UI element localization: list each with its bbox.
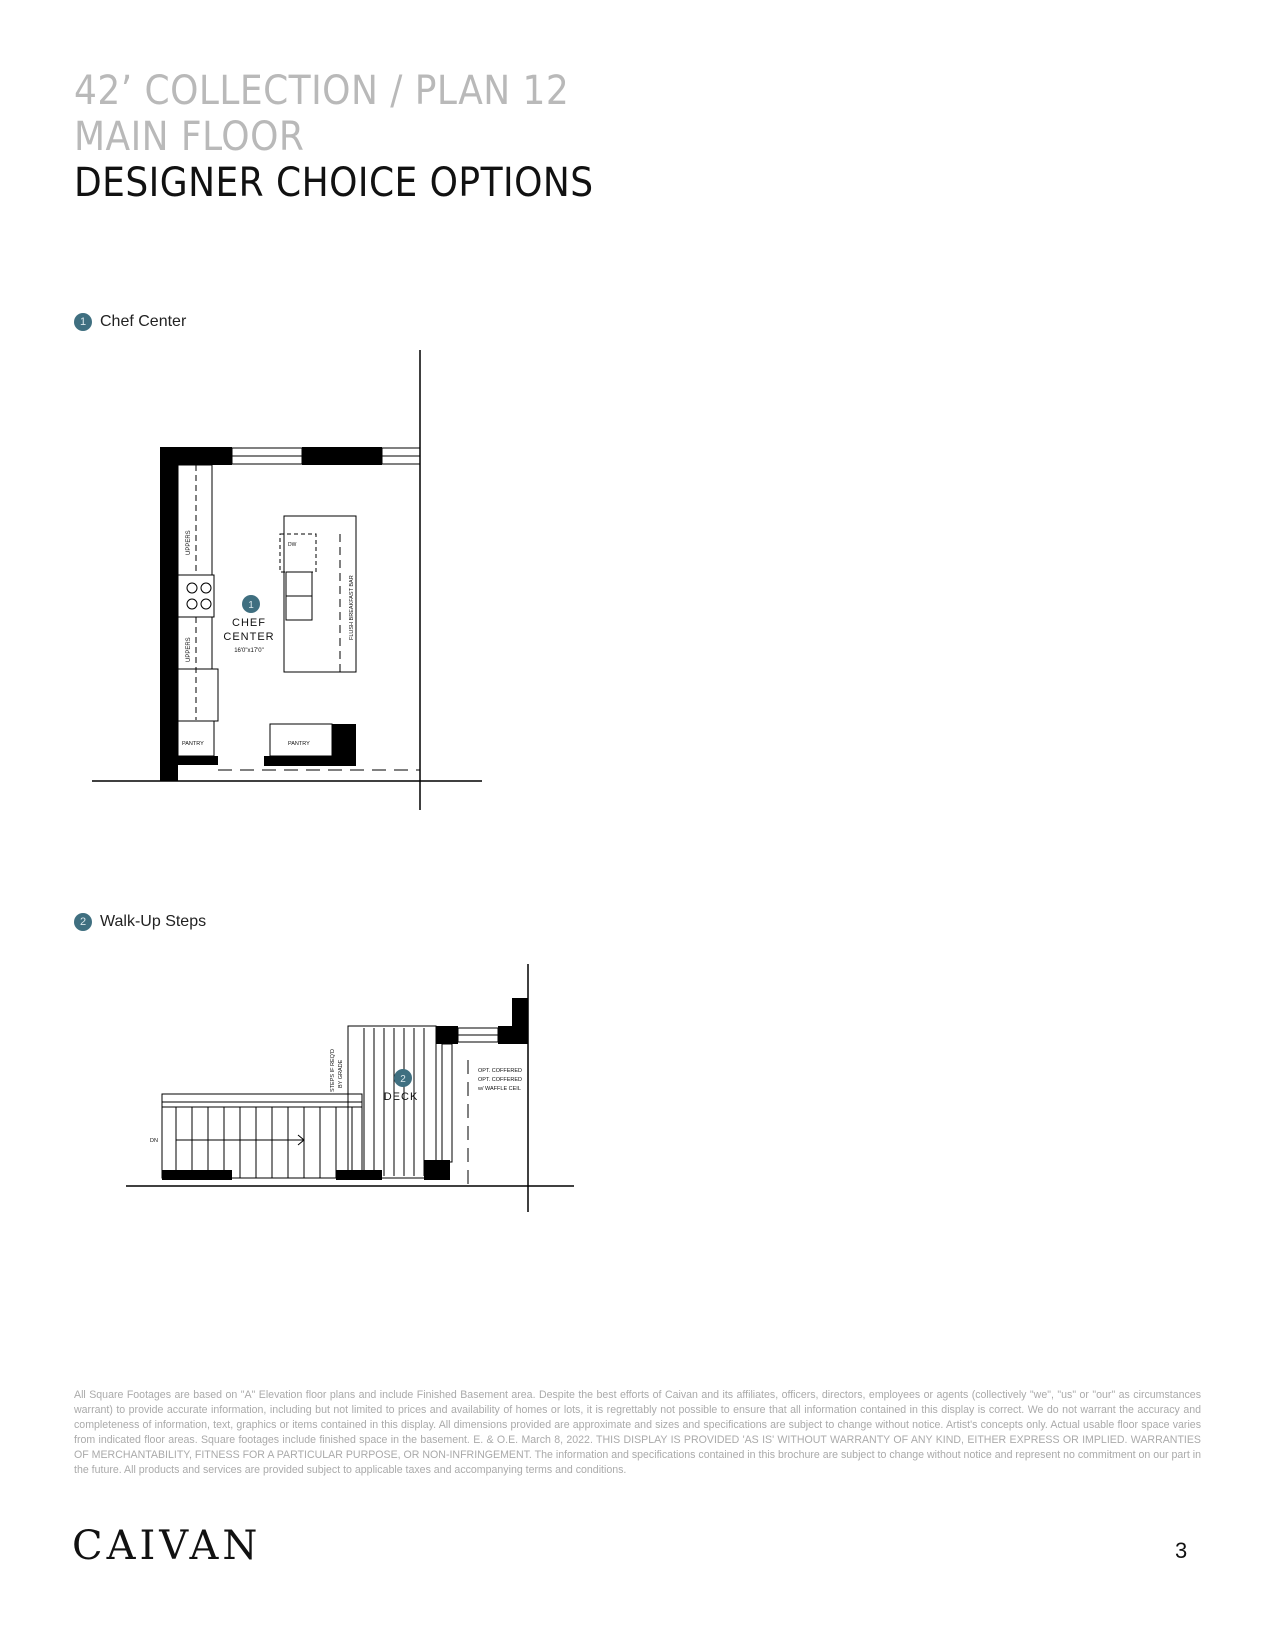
label-dn: DN: [150, 1138, 158, 1144]
page-title-floor: MAIN FLOOR: [74, 114, 305, 160]
label-uppers-bottom: UPPERS: [186, 637, 192, 662]
room-marker-number: 1: [248, 600, 254, 611]
label-ceiling-line1: OPT. COFFERED: [478, 1068, 523, 1074]
room-name-line2: CENTER: [223, 631, 275, 643]
wall-corner: [436, 1026, 458, 1044]
option-number-badge: 2: [74, 913, 92, 931]
label-dishwasher: DW: [288, 542, 297, 548]
label-steps-line2: BY GRADE: [338, 1059, 344, 1088]
label-breakfast-bar: FLUSH BREAKFAST BAR: [349, 575, 355, 640]
legal-disclaimer: All Square Footages are based on "A" Elevation floor plans and include Finished Basement area. Despite the best efforts of Caivan and its affiliates, officers, directors, employees or agents (collectively "we", "us" or "our" as circumstances warrant) to provide accurate information, including but not limited to prices and availability of homes or lots, it is regrettably not possible to ensure that all information contained in this display is correct. We do not warrant the accuracy and completeness of information, text, graphics or items contained in this display. All dimensions provided are approximate and sizes and specifications are subject to change without notice. Artist's concepts only. Actual usable floor space varies from indicated floor areas. Square footages include finished space in the basement. E. & O.E. March 8, 2022. THIS DISPLAY IS PROVIDED 'AS IS' WITHOUT WARRANTY OF ANY KIND, EITHER EXPRESS OR IMPLIED. WARRANTIES OF MERCHANTABILITY, FITNESS FOR A PARTICULAR PURPOSE, OR NON-INFRINGEMENT. The information and specifications contained in this brochure are subject to change without notice and represent no commitment on our part in the future. All products and services are provided subject to applicable taxes and accompanying terms and conditions.: [74, 1389, 1201, 1476]
room-size: 16'0"x17'0": [234, 648, 264, 654]
label-pantry-left: PANTRY: [182, 741, 204, 747]
page-number: 3: [1175, 1538, 1188, 1563]
option-title: Walk-Up Steps: [100, 913, 207, 930]
patio-door: [442, 1044, 452, 1162]
room-name-deck: DECK: [383, 1091, 419, 1103]
caivan-logo: CAIVAN: [72, 1523, 262, 1569]
page-title-collection: 42’ COLLECTION / PLAN 12: [74, 68, 570, 114]
option-number-badge: 1: [74, 313, 92, 331]
label-steps-line1: STEPS IF REQ'D: [330, 1049, 336, 1092]
room-marker-number: 2: [400, 1074, 406, 1085]
room-name-line1: CHEF: [232, 617, 266, 629]
label-ceiling-line2: OPT. COFFERED: [478, 1077, 523, 1083]
label-uppers-top: UPPERS: [186, 530, 192, 555]
page-title-options: DESIGNER CHOICE OPTIONS: [74, 160, 594, 206]
label-pantry-right: PANTRY: [288, 741, 310, 747]
label-ceiling-line3: w/ WAFFLE CEIL: [478, 1086, 521, 1092]
option-title: Chef Center: [100, 313, 187, 330]
